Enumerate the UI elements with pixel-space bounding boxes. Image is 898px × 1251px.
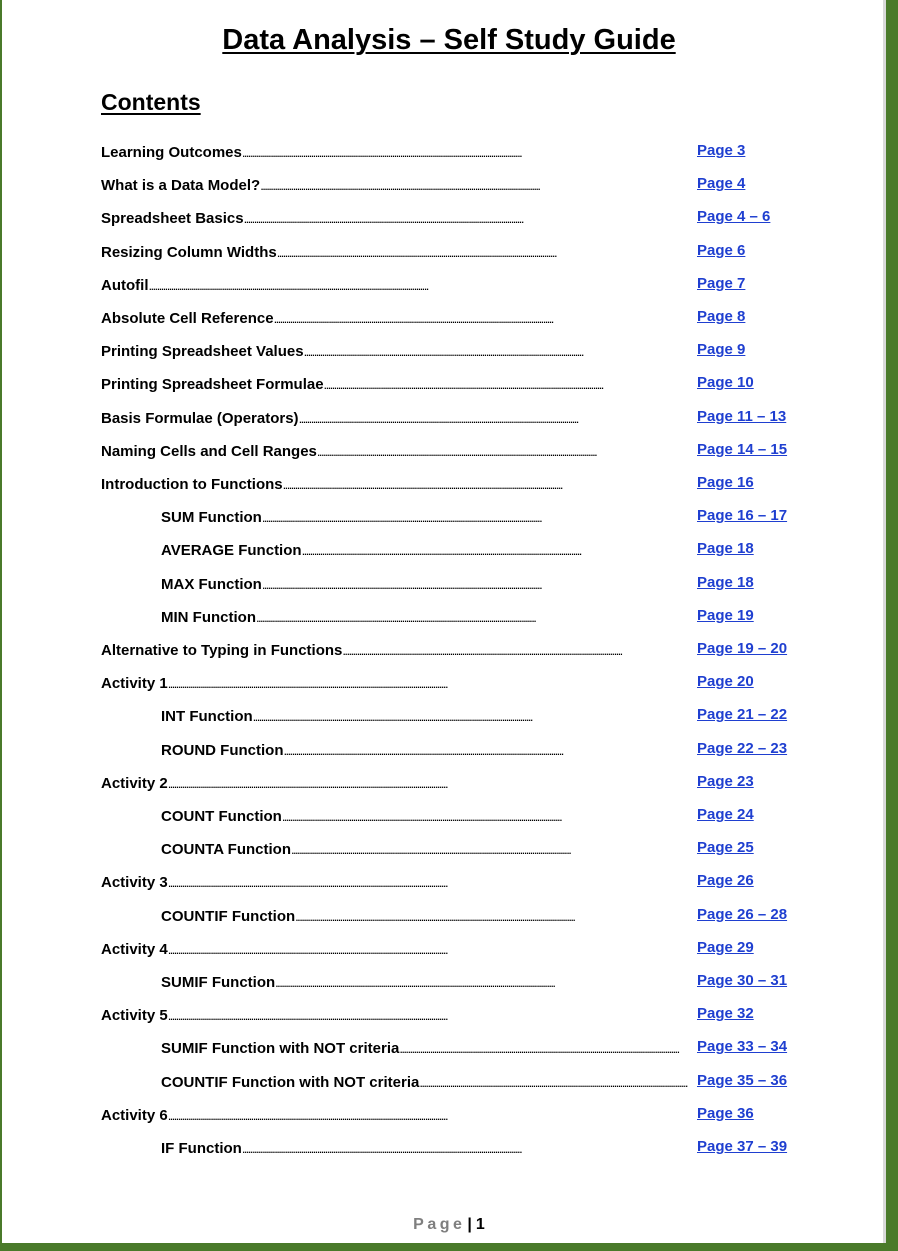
toc-entry [0,805,898,827]
toc-dot-leader [253,707,688,727]
toc-entry-title: COUNTIF Function with NOT criteria [161,1073,420,1091]
toc-entry-title: COUNTIF Function [161,907,296,925]
toc-dot-leader [262,575,688,595]
toc-entry-title-wrap [161,573,688,595]
toc-entry [0,506,898,528]
toc-entry [0,539,898,561]
toc-dot-leader [168,774,688,794]
toc-entry-title: Basis Formulae (Operators) [101,409,299,427]
toc-entry [0,1137,898,1159]
toc-page-link[interactable]: Page 8 [697,308,746,325]
toc-entry-title: SUMIF Function with NOT criteria [161,1040,400,1058]
toc-page-link[interactable]: Page 16 [697,474,754,491]
toc-dot-leader [168,1106,688,1126]
toc-entry-title-wrap [161,905,688,927]
toc-entry [0,174,898,196]
toc-page-link[interactable]: Page 21 – 22 [697,706,788,724]
toc-entry-title: Introduction to Functions [101,476,283,493]
toc-entry-title-wrap [161,739,688,761]
toc-entry [0,606,898,628]
toc-dot-leader [168,1006,688,1026]
toc-entry-title: Activity 1 [101,675,168,693]
toc-dot-leader [168,940,688,960]
toc-entry-title: SUM Function [161,509,262,527]
toc-entry-title-wrap [101,473,688,495]
toc-page-link[interactable]: Page 24 [697,806,754,823]
toc-page-link[interactable]: Page 26 [697,872,754,890]
toc-entry-title-wrap [161,1037,688,1059]
toc-entry [0,307,898,329]
toc-dot-leader [277,243,688,263]
toc-page-link[interactable]: Page 30 – 31 [697,972,788,989]
toc-dot-leader [283,741,688,761]
toc-entry-title-wrap [101,174,688,196]
toc-dot-leader [148,276,688,296]
toc-page-link[interactable]: Page 37 – 39 [697,1138,788,1155]
toc-entry-title: Activity 6 [101,1106,168,1124]
toc-entry-title: What is a Data Model? [101,177,261,195]
toc-page-link[interactable]: Page 6 [697,241,746,259]
toc-entry-title-wrap [101,407,688,429]
toc-entry-title-wrap [101,938,688,960]
toc-entry [0,838,898,860]
toc-entry [0,407,898,429]
toc-entry-title-wrap [101,440,688,462]
toc-page-link[interactable]: Page 10 [697,374,754,392]
toc-entry [0,1104,898,1126]
toc-entry-title-wrap [161,805,688,827]
toc-entry-title: COUNT Function [161,808,282,825]
toc-entry-title-wrap [161,838,688,860]
toc-dot-leader [299,409,688,429]
toc-page-link[interactable]: Page 33 – 34 [697,1038,788,1056]
toc-page-link[interactable]: Page 25 [697,839,754,857]
toc-entry-title-wrap [101,1104,688,1126]
toc-entry [0,1004,898,1026]
footer-page-number: 1 [475,1216,485,1233]
toc-page-link[interactable]: Page 36 [697,1104,754,1122]
toc-entry [0,473,898,495]
toc-entry-title-wrap [101,307,688,329]
toc-entry-title: INT Function [161,708,253,726]
toc-entry-title: ROUND Function [161,741,284,759]
toc-dot-leader [262,508,688,528]
toc-dot-leader [242,143,688,163]
toc-page-link[interactable]: Page 20 [697,673,754,691]
toc-entry [0,705,898,727]
page-border-bottom [0,1243,898,1251]
toc-entry-title: Activity 2 [101,774,168,792]
toc-page-link[interactable]: Page 11 – 13 [697,407,787,425]
toc-dot-leader [242,1139,688,1159]
toc-entry [0,672,898,694]
toc-entry-title: Naming Cells and Cell Ranges [101,442,317,460]
toc-entry [0,207,898,229]
toc-entry-title: MAX Function [161,575,262,593]
toc-entry-title: Autofil [101,276,149,294]
toc-entry-title-wrap [161,705,688,727]
contents-heading: Contents [101,89,201,115]
toc-dot-leader [168,674,688,694]
toc-entry [0,573,898,595]
toc-entry-title: Activity 4 [101,940,168,958]
toc-dot-leader [275,973,688,993]
toc-page-link[interactable]: Page 18 [697,540,754,558]
toc-entry [0,971,898,993]
toc-entry [0,938,898,960]
toc-entry [0,772,898,794]
toc-dot-leader [317,442,688,462]
toc-entry-title-wrap [101,274,688,296]
toc-page-link[interactable]: Page 3 [697,142,746,159]
toc-entry-title: Absolute Cell Reference [101,310,274,327]
toc-page-link[interactable]: Page 18 [697,573,754,591]
toc-entry-title-wrap [101,373,688,395]
toc-entry-title-wrap [101,1004,688,1026]
toc-entry [0,739,898,761]
toc-entry-title-wrap [101,672,688,694]
toc-page-link[interactable]: Page 19 – 20 [697,640,788,657]
toc-dot-leader [168,873,688,893]
page-footer [0,1216,898,1234]
toc-page-link[interactable]: Page 19 [697,606,754,624]
toc-entry-title-wrap [101,340,688,362]
document-title: Data Analysis – Self Study Guide [222,24,676,56]
toc-entry [0,340,898,362]
toc-dot-leader [291,840,688,860]
toc-entry-title-wrap [101,241,688,263]
toc-page-link[interactable]: Page 4 [697,175,746,193]
toc-page-link[interactable]: Page 26 – 28 [697,905,788,923]
toc-page-link[interactable]: Page 9 [697,341,746,359]
toc-entry [0,241,898,263]
toc-dot-leader [256,608,688,628]
toc-entry-title: AVERAGE Function [161,542,302,560]
toc-entry-title-wrap [161,971,688,993]
toc-entry-title-wrap [101,772,688,794]
toc-entry-title-wrap [161,606,688,628]
toc-entry-title: Printing Spreadsheet Formulae [101,376,324,394]
toc-entry-title: Activity 5 [101,1007,168,1025]
toc-entry [0,871,898,893]
toc-page-link[interactable]: Page 7 [697,274,746,292]
toc-entry-title: SUMIF Function [161,974,276,991]
toc-dot-leader [399,1039,688,1059]
toc-dot-leader [302,541,688,561]
toc-page-link[interactable]: Page 35 – 36 [697,1071,788,1089]
toc-entry-title: Spreadsheet Basics [101,210,244,228]
toc-entry [0,1037,898,1059]
footer-page-label: Page [413,1216,466,1233]
toc-entry-title: Printing Spreadsheet Values [101,343,304,361]
toc-entry-title: Alternative to Typing in Functions [101,642,343,659]
toc-entry [0,905,898,927]
toc-entry [0,141,898,163]
toc-entry [0,274,898,296]
toc-dot-leader [304,342,688,362]
toc-entry-title-wrap [101,639,688,661]
toc-dot-leader [342,641,688,661]
toc-entry-title: MIN Function [161,608,256,626]
toc-entry [0,1071,898,1093]
toc-dot-leader [324,375,688,395]
toc-page-link[interactable]: Page 22 – 23 [697,739,788,757]
toc-page-link[interactable]: Page 23 [697,772,754,790]
toc-dot-leader [274,309,688,329]
footer-separator: | [467,1216,472,1233]
toc-dot-leader [295,907,688,927]
toc-page-link[interactable]: Page 14 – 15 [697,440,788,458]
toc-entry-title-wrap [161,506,688,528]
toc-entry-title: Learning Outcomes [101,144,242,161]
toc-entry-title: Activity 3 [101,874,168,892]
toc-dot-leader [282,807,688,827]
toc-entry-title: Resizing Column Widths [101,243,277,261]
toc-page-link[interactable]: Page 29 [697,938,754,956]
toc-dot-leader [260,176,688,196]
toc-entry-title-wrap [161,539,688,561]
toc-entry-title: COUNTA Function [161,841,291,859]
toc-entry [0,639,898,661]
toc-dot-leader [419,1073,688,1093]
toc-entry-title-wrap [101,141,688,163]
toc-page-link[interactable]: Page 4 – 6 [697,208,771,226]
toc-page-link[interactable]: Page 16 – 17 [697,507,788,525]
toc-dot-leader [283,475,688,495]
toc-entry-title: IF Function [161,1140,242,1157]
toc-page-link[interactable]: Page 32 [697,1005,754,1023]
toc-entry [0,373,898,395]
toc-entry [0,440,898,462]
toc-entry-title-wrap [101,207,688,229]
toc-entry-title-wrap [101,871,688,893]
toc-entry-title-wrap [161,1071,688,1093]
toc-dot-leader [244,209,688,229]
toc-entry-title-wrap [161,1137,688,1159]
